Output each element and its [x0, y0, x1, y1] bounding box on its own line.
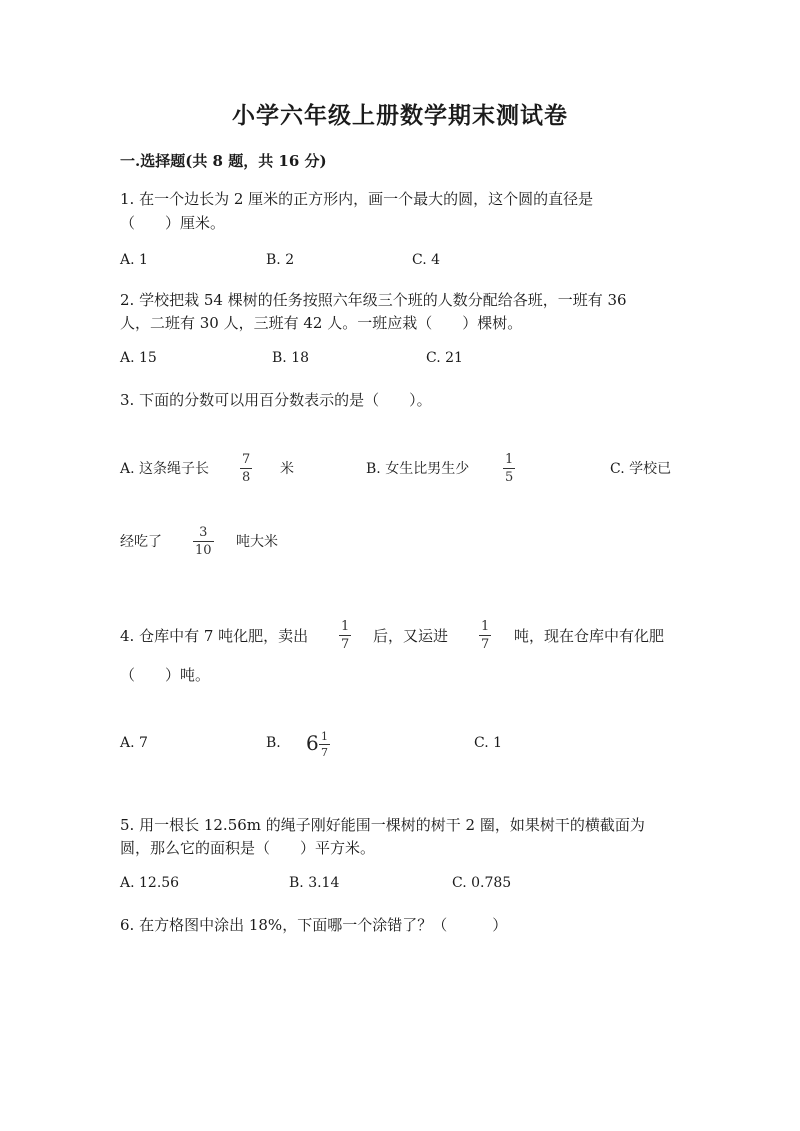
question-4-line-1-middle: 后，又运进 — [373, 627, 449, 645]
fraction-numerator: 7 — [242, 452, 251, 467]
fraction-denominator: 7 — [341, 637, 350, 652]
question-3-option-a-fraction — [240, 453, 252, 484]
question-1-line-2: （ ）厘米。 — [120, 214, 226, 232]
question-3-option-b-text: B. 女生比男生少 — [366, 461, 470, 477]
question-2-option-b: B. 18 — [272, 350, 310, 366]
question-6-line-1: 6. 在方格图中涂出 18%，下面哪一个涂错了？（ ） — [120, 916, 508, 934]
question-4-line-2: （ ）吨。 — [120, 666, 211, 684]
fraction-numerator: 1 — [341, 619, 350, 634]
question-3-option-c-fraction — [193, 526, 214, 557]
page-title: 小学六年级上册数学期末测试卷 — [232, 102, 568, 129]
question-3-option-c-continued: 经吃了 — [120, 534, 162, 550]
question-1-option-b: B. 2 — [266, 252, 295, 268]
fraction-numerator: 1 — [505, 452, 514, 467]
question-2-line-2: 人，二班有 30 人，三班有 42 人。一班应栽（ ）棵树。 — [120, 314, 523, 332]
question-1-line-1: 1. 在一个边长为 2 厘米的正方形内，画一个最大的圆，这个圆的直径是 — [120, 190, 594, 208]
question-3-option-a-text: A. 这条绳子长 — [120, 461, 210, 477]
question-5-option-c: C. 0.785 — [452, 875, 512, 891]
question-3-option-b-fraction — [503, 453, 515, 484]
question-2-option-a: A. 15 — [120, 350, 157, 366]
question-5-option-b: B. 3.14 — [289, 875, 340, 891]
question-4-line-1-end: 吨，现在仓库中有化肥 — [514, 627, 665, 645]
question-4-option-a: A. 7 — [120, 735, 148, 751]
question-4-option-c: C. 1 — [474, 735, 503, 751]
question-1-option-a: A. 1 — [120, 252, 148, 268]
question-2-line-1: 2. 学校把栽 54 棵树的任务按照六年级三个班的人数分配给各班，一班有 36 — [120, 291, 627, 309]
question-1-option-c: C. 4 — [412, 252, 441, 268]
section-heading: 一.选择题(共 8 题，共 16 分) — [120, 152, 327, 170]
fraction-numerator: 3 — [199, 525, 208, 540]
fraction-denominator: 7 — [481, 637, 490, 652]
question-3-option-a-unit: 米 — [280, 461, 294, 477]
question-3-option-c-unit: 吨大米 — [236, 534, 278, 550]
fraction-denominator: 7 — [321, 746, 328, 759]
question-5-option-a: A. 12.56 — [120, 875, 180, 891]
fraction-denominator: 8 — [242, 470, 251, 485]
question-2-option-c: C. 21 — [426, 350, 463, 366]
question-4-fraction-added — [479, 620, 491, 651]
question-5-line-1: 5. 用一根长 12.56m 的绳子刚好能围一棵树的树干 2 圈，如果树干的横截面为 — [120, 816, 645, 834]
fraction-numerator: 1 — [481, 619, 490, 634]
fraction-denominator: 10 — [195, 543, 212, 558]
question-3-option-c-text: C. 学校已 — [610, 461, 672, 477]
question-4-fraction-sold — [339, 620, 351, 651]
question-4-line-1-start: 4. 仓库中有 7 吨化肥，卖出 — [120, 627, 309, 645]
question-5-line-2: 圆，那么它的面积是（ ）平方米。 — [120, 839, 376, 857]
question-3-line-1: 3. 下面的分数可以用百分数表示的是（ ）。 — [120, 391, 432, 409]
fraction-denominator: 5 — [505, 470, 514, 485]
mixed-number-fraction — [319, 731, 330, 758]
mixed-number-whole: 6 — [306, 731, 319, 755]
question-4-option-b: B. — [266, 735, 281, 751]
fraction-numerator: 1 — [321, 730, 328, 743]
